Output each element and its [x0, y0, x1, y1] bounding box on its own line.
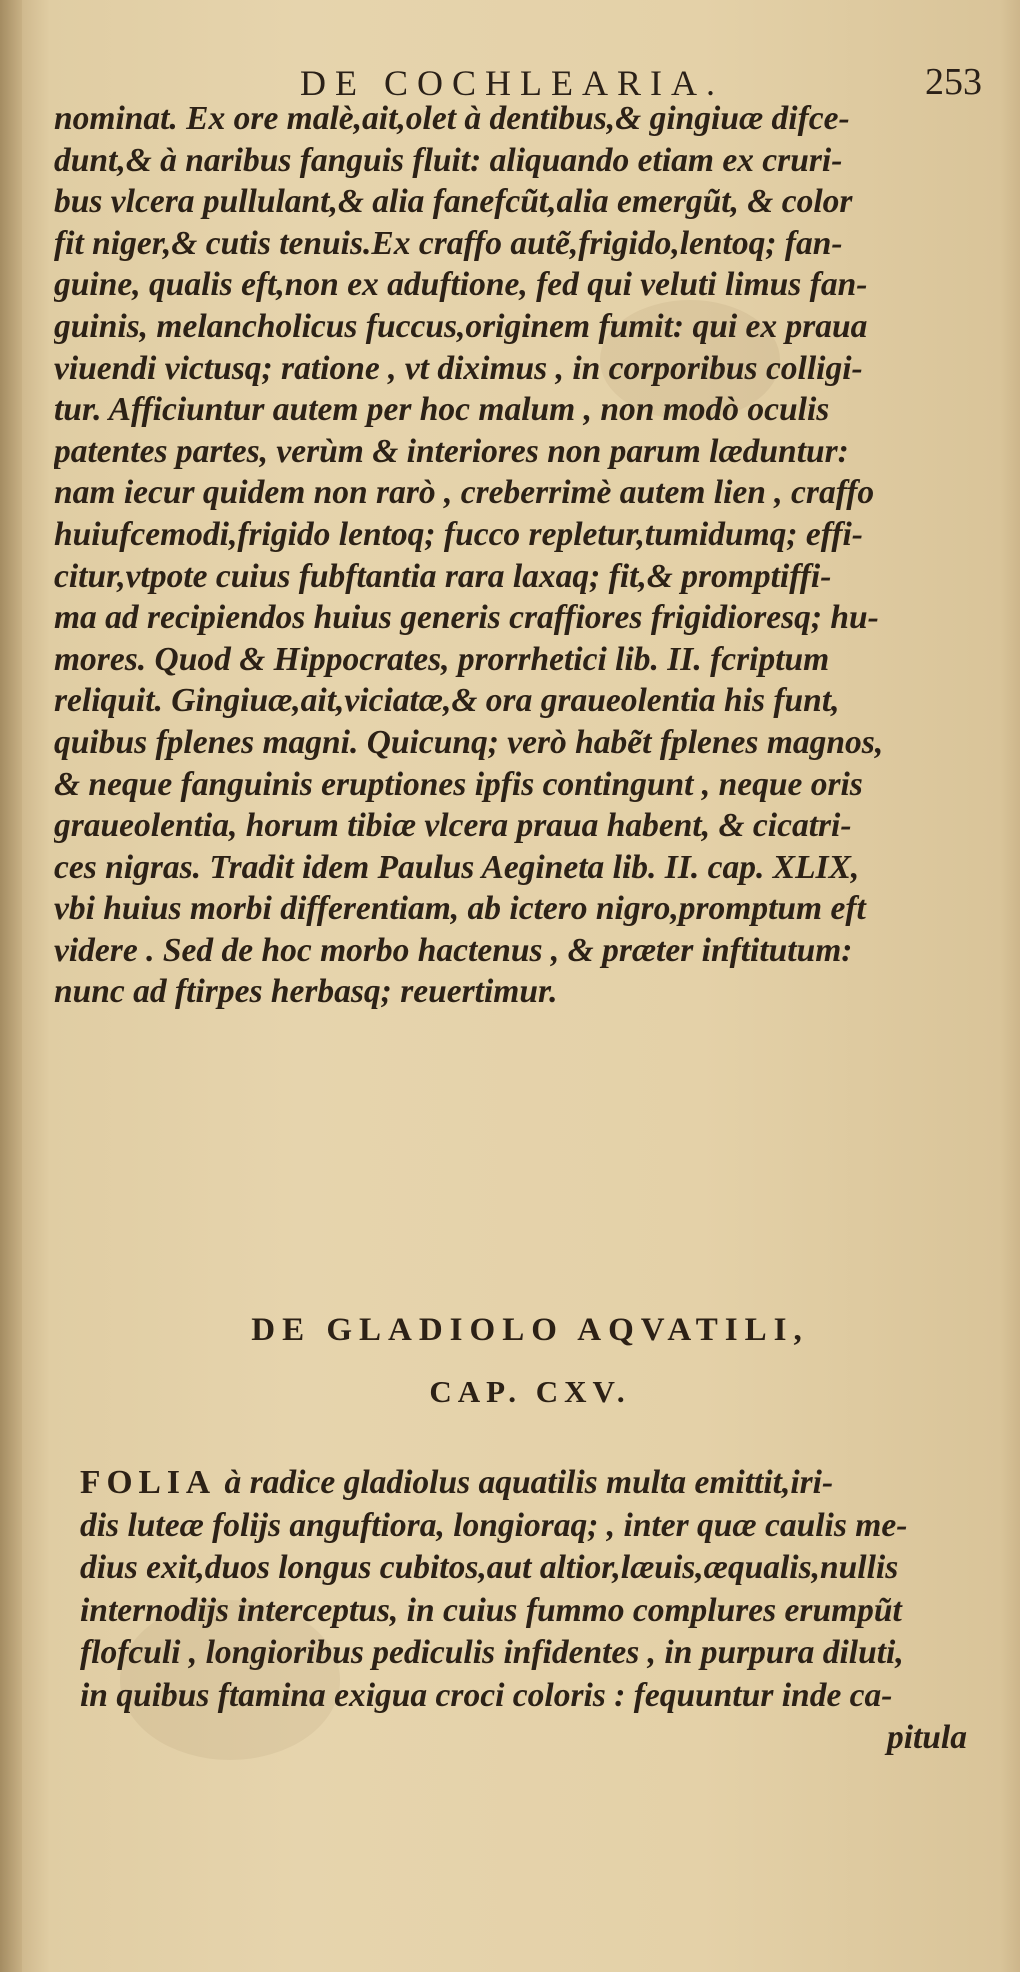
- paragraph-cochlearia: [54, 98, 984, 1013]
- text-line: dis luteæ folijs anguftiora, longioraq; , inter quæ caulis me-: [80, 1506, 908, 1544]
- running-header: [0, 62, 1020, 102]
- text-line: viuendi victusq; ratione , vt diximus , in corporibus colligi-: [54, 349, 863, 387]
- text-line: bus vlcera pullulant,& alia fanefcũt,alia emergũt, & color: [54, 183, 853, 221]
- text-line: & neque fanguinis eruptiones ipfis contingunt , neque oris: [54, 765, 863, 803]
- text-line: mores. Quod & Hippocrates, prorrhetici lib. II. fcriptum: [54, 640, 830, 678]
- text-line: internodijs interceptus, in cuius fummo complures erumpũt: [80, 1591, 902, 1629]
- lead-line-rest: à radice gladiolus aquatilis multa emittit,iri-: [224, 1464, 834, 1501]
- text-line: dunt,& à naribus fanguis fluit: aliquando etiam ex cruri-: [54, 141, 843, 179]
- text-line: ma ad recipiendos huius generis craffiores frigidioresq; hu-: [54, 599, 879, 637]
- text-line: graueolentia, horum tibiæ vlcera praua habent, & cicatri-: [54, 807, 852, 845]
- text-line: huiufcemodi,frigido lentoq; fucco repletur,tumidumq; effi-: [54, 515, 863, 553]
- text-line: quibus fplenes magni. Quicunq; verò habẽt fplenes magnos,: [54, 723, 884, 761]
- text-line: nam iecur quidem non rarò , creberrimè autem lien , craffo: [54, 474, 875, 512]
- page-gutter: [0, 0, 22, 1972]
- text-line: in quibus ftamina exigua croci coloris : fequuntur inde ca-: [80, 1676, 893, 1714]
- text-line: citur,vtpote cuius fubftantia rara laxaq; fit,& promptiffi-: [54, 557, 832, 595]
- text-line: nunc ad ftirpes herbasq; reuertimur.: [54, 973, 558, 1011]
- text-line: flofculi , longioribus pediculis infidentes , in purpura diluti,: [80, 1634, 904, 1671]
- text-line: fit niger,& cutis tenuis.Ex craffo autẽ,frigido,lentoq; fan-: [54, 224, 843, 262]
- text-line: patentes partes, verùm & interiores non parum læduntur:: [54, 432, 849, 470]
- page-number: 253: [925, 61, 982, 103]
- text-line: dius exit,duos longus cubitos,aut altior,læuis,æqualis,nullis: [80, 1549, 899, 1586]
- text-line: nominat. Ex ore malè,ait,olet à dentibus,& gingiuæ difce-: [54, 100, 850, 137]
- catchword: pitula: [886, 1719, 967, 1756]
- text-line: guinis, melancholicus fuccus,originem fumit: qui ex praua: [54, 307, 868, 345]
- text-line: tur. Afficiuntur autem per hoc malum , non modò oculis: [54, 391, 830, 429]
- text-line: [80, 1462, 985, 1505]
- text-line: reliquit. Gingiuæ,ait,viciatæ,& ora graueolentia his funt,: [54, 682, 840, 720]
- lead-word: FOLIA: [80, 1464, 217, 1501]
- paragraph-gladiolus: [80, 1462, 985, 1760]
- text-line: guine, qualis eft,non ex aduftione, fed qui veluti limus fan-: [54, 266, 868, 304]
- header-title: DE COCHLEARIA.: [300, 63, 724, 103]
- chapter-number: CAP. CXV.: [429, 1374, 631, 1409]
- text-line: videre . Sed de hoc morbo hactenus , & præter inftitutum:: [54, 931, 853, 969]
- text-line: ces nigras. Tradit idem Paulus Aegineta lib. II. cap. XLIX,: [54, 848, 860, 886]
- section-title: DE GLADIOLO AQVATILI,: [251, 1312, 809, 1348]
- text-line: vbi huius morbi differentiam, ab ictero nigro,promptum eft: [54, 890, 866, 928]
